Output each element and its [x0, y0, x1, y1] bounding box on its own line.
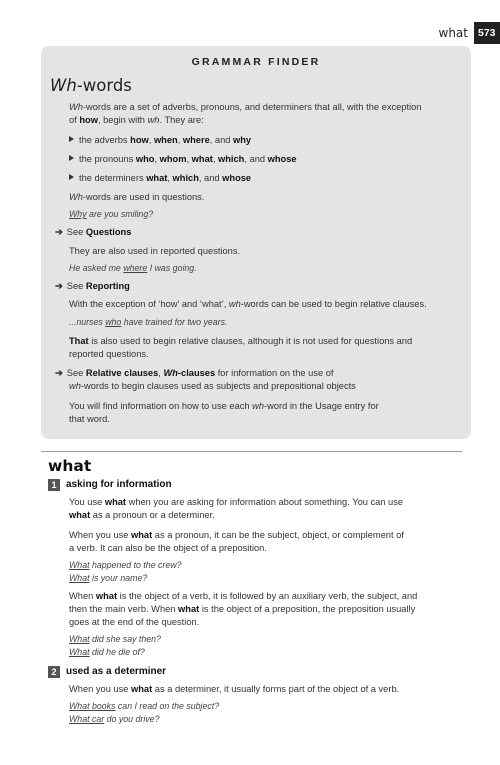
text: When — [69, 591, 96, 601]
text: happened to the crew? — [89, 560, 182, 570]
text: , begin with — [97, 115, 148, 125]
bullet-triangle-icon — [69, 136, 74, 142]
text: did he die of? — [89, 647, 145, 657]
text: as a pronoun or a determiner. — [90, 510, 215, 520]
sense1-line3 — [69, 529, 404, 543]
text: See — [66, 227, 86, 237]
text-underlined: What — [69, 573, 90, 583]
see-questions-link[interactable] — [55, 226, 131, 240]
text: is also used to begin relative clauses, although it is not used for questions and — [88, 336, 413, 346]
arrow-right-icon: ➔ — [55, 281, 63, 291]
text: have trained for two years. — [121, 317, 228, 327]
gf-paragraph-questions — [69, 191, 204, 205]
text: You use — [69, 497, 105, 507]
sense2-line1 — [69, 683, 399, 697]
grammar-finder-heading — [50, 76, 132, 95]
text-bold: where — [182, 135, 210, 145]
sense-1-heading — [48, 479, 172, 491]
heading-rest: -words — [76, 76, 132, 95]
text-bold: when — [153, 135, 178, 145]
text: is the object of a verb, it is followed by an auxiliary verb, the subject, and — [117, 591, 418, 601]
text: -words can be used to begin relative clauses. — [240, 299, 427, 309]
text: as a determiner, it usually forms part of the object of a verb. — [152, 684, 400, 694]
bullet-triangle-icon — [69, 155, 74, 161]
sense-number-badge: 2 — [48, 666, 60, 678]
text-italic: wh — [69, 381, 81, 391]
text-bold: whom — [159, 154, 187, 164]
arrow-right-icon: ➔ — [55, 368, 63, 378]
text: , — [177, 135, 183, 145]
text-bold: which — [218, 154, 245, 164]
sense-2-heading — [48, 666, 166, 678]
text: You will find information on how to use each — [69, 401, 253, 411]
text-underlined: What car — [69, 714, 105, 724]
text-bold: what — [178, 604, 200, 614]
text-bold — [163, 368, 215, 378]
sense1-line2 — [69, 509, 215, 523]
text: When you use — [69, 530, 132, 540]
text: I was going. — [147, 263, 197, 273]
text: is the object of a preposition, the preposition usually — [199, 604, 416, 614]
text-bold: why — [233, 135, 252, 145]
text-underlined: What — [69, 647, 90, 657]
page-number: 573 — [474, 22, 500, 44]
gf-example-2 — [69, 262, 197, 276]
text: . They are: — [159, 115, 204, 125]
sense1-line4: a verb. It can also be the object of a preposition. — [69, 543, 267, 553]
text: , — [148, 135, 154, 145]
text-underlined: where — [123, 263, 148, 273]
heading-italic: Wh — [50, 76, 77, 95]
section-divider — [41, 451, 462, 452]
text: as a pronoun, it can be the subject, object, or complement of — [152, 530, 404, 540]
sense1-example-4 — [69, 646, 145, 660]
text: With the exception of ‘how’ and ‘what’, — [69, 299, 229, 309]
gf-example-3 — [69, 316, 227, 330]
text-italic: Wh — [69, 102, 83, 112]
text-bold: Relative clauses — [85, 368, 159, 378]
text: can I read on the subject? — [115, 701, 220, 711]
text-bold: which — [172, 173, 199, 183]
text-italic: wh — [228, 299, 241, 309]
text: , — [158, 368, 164, 378]
text: when you are asking for information about something. You can use — [126, 497, 404, 507]
text-bold: what — [131, 684, 153, 694]
text: When you use — [69, 684, 132, 694]
gf-paragraph-usage-line2: that word. — [69, 414, 110, 424]
sense2-example-2 — [69, 713, 159, 727]
text: is your name? — [89, 573, 148, 583]
text-italic: wh — [147, 115, 160, 125]
gf-paragraph-relative — [69, 298, 427, 312]
text: -word in the Usage entry for — [264, 401, 379, 411]
entry-headword: what — [48, 457, 92, 475]
gf-paragraph-usage-line1 — [69, 400, 379, 414]
text-bold: what — [146, 173, 168, 183]
text: -words are used in questions. — [82, 192, 205, 202]
sense1-example-3 — [69, 633, 161, 647]
see-reporting-link[interactable] — [55, 280, 130, 294]
running-head — [439, 22, 500, 44]
text: See — [66, 368, 86, 378]
sense1-line1 — [69, 496, 403, 510]
text-bold: what — [95, 591, 118, 601]
text: of — [69, 115, 80, 125]
text-bold: what — [131, 530, 153, 540]
text-italic: wh — [252, 401, 265, 411]
text: did she say then? — [89, 634, 161, 644]
sense-title: asking for information — [66, 479, 172, 490]
text-underlined: who — [105, 317, 122, 327]
text: See — [66, 281, 86, 291]
text-underlined: Why — [69, 209, 87, 219]
text: -clauses — [177, 368, 216, 378]
gf-paragraph-reported: They are also used in reported questions. — [69, 246, 241, 256]
grammar-finder-box — [41, 46, 471, 439]
gf-paragraph-intro-line1 — [69, 101, 421, 115]
text: -words to begin clauses used as subjects and prepositional objects — [80, 381, 356, 391]
bullet-determiners — [69, 172, 251, 186]
text: are you smiling? — [86, 209, 154, 219]
text: , and — [198, 173, 223, 183]
arrow-right-icon: ➔ — [55, 227, 63, 237]
text-underlined: What — [69, 560, 90, 570]
text-italic: Wh — [69, 192, 83, 202]
gf-paragraph-intro-line2 — [69, 114, 204, 128]
gf-paragraph-that-line1 — [69, 335, 412, 349]
sense1-example-1 — [69, 559, 182, 573]
bullet-pronouns — [69, 153, 297, 167]
sense1-example-2 — [69, 572, 147, 586]
text-bold: Questions — [85, 227, 132, 237]
text: do you drive? — [104, 714, 160, 724]
text-bold: what — [191, 154, 213, 164]
text: then the main verb. When — [69, 604, 179, 614]
sense1-line6 — [69, 603, 415, 617]
text: , — [167, 173, 173, 183]
bullet-adverbs — [69, 134, 251, 148]
bullet-triangle-icon — [69, 174, 74, 180]
sense1-line5 — [69, 590, 417, 604]
gf-paragraph-that-line2: reported questions. — [69, 349, 149, 359]
sense-title: used as a determiner — [66, 666, 167, 677]
text: , and — [209, 135, 234, 145]
text-bold: Reporting — [85, 281, 130, 291]
text: ...nurses — [69, 317, 106, 327]
see-relative-clauses-line2 — [69, 380, 356, 394]
gf-example-1 — [69, 208, 153, 222]
text-bold: who — [135, 154, 155, 164]
see-relative-clauses-link[interactable] — [55, 367, 334, 381]
text-bold: whose — [222, 173, 252, 183]
text-bold: what — [69, 510, 91, 520]
text: , and — [244, 154, 268, 164]
text: the pronouns — [79, 154, 136, 164]
text: , — [186, 154, 192, 164]
text: the adverbs — [79, 135, 131, 145]
text: the determiners — [79, 173, 147, 183]
sense1-line7: goes at the end of the question. — [69, 617, 200, 627]
grammar-finder-label: GRAMMAR FINDER — [191, 56, 321, 68]
text: , — [154, 154, 160, 164]
text-bold-italic: Wh — [163, 368, 178, 378]
text-bold: whose — [267, 154, 297, 164]
text-bold: how — [130, 135, 149, 145]
text: He asked me — [69, 263, 124, 273]
sense2-example-1 — [69, 700, 219, 714]
sense-number-badge: 1 — [48, 479, 60, 491]
text: -words are a set of adverbs, pronouns, and determiners that all, with the exception — [82, 102, 422, 112]
text: , — [212, 154, 219, 164]
text: for information on the use of — [215, 368, 334, 378]
text-bold: That — [69, 336, 89, 346]
text-underlined: What — [69, 634, 90, 644]
text-bold: what — [104, 497, 127, 507]
text-underlined: What books — [69, 701, 116, 711]
text-bold: how — [79, 115, 98, 125]
running-head-word: what — [438, 26, 468, 40]
